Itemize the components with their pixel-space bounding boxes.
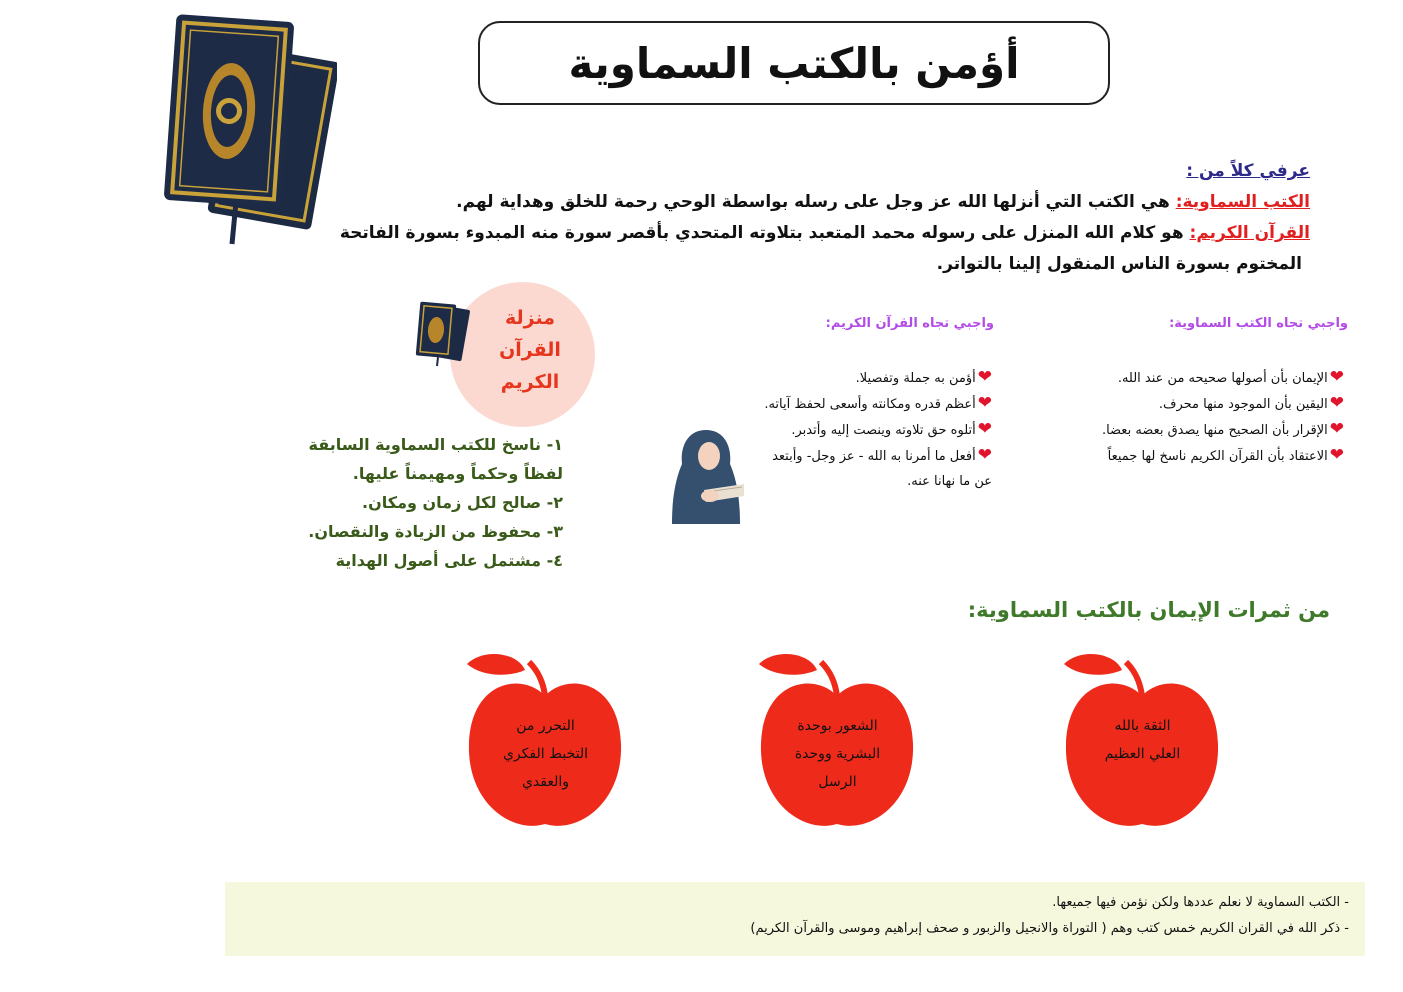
heart-icon: ❤ [977,393,992,413]
list-item: ١- ناسخ للكتب السماوية السابقة لفظاً وحكماً ومهيمناً عليها. [308,435,563,483]
heart-icon: ❤ [977,445,992,465]
list-item: ❤أتلوه حق تلاوته وينصت إليه وأتدبر. [791,419,992,439]
title-box [478,21,1110,105]
heart-icon: ❤ [977,419,992,439]
fruit-text: التحرر من التخبط الفكري والعقدي [502,718,589,790]
duties-quran-title: واجبي تجاه القرآن الكريم: [825,316,994,331]
definition-quran [320,218,1310,280]
page-title: أؤمن بالكتب السماوية [568,38,1020,88]
definition-heavenly-books [320,187,1310,218]
fruit-text: الثقة بالله العلي العظيم [1104,718,1181,762]
note-item: - الكتب السماوية لا نعلم عددها ولكن نؤمن فيها جميعها. [225,890,1349,916]
quran-status-label: منزلة القرآن الكريم [499,307,561,393]
fruit-apple-1 [1060,652,1225,837]
note-item: - ذكر الله في القران الكريم خمس كتب وهم ( التوراة والانجيل والزبور و صحف إبراهيم وموسى والقرآن الكريم) [225,916,1349,942]
list-item: ❤أفعل ما أمرنا به الله - عز وجل- وأبتعد عن ما نهانا عنه. [772,445,992,489]
notes-box [225,882,1365,956]
heart-icon: ❤ [1329,393,1344,413]
definition-text: هو كلام الله المنزل على رسوله محمد المتعبد بتلاوته المتحدي بأقصر سورة منه المبدوء بسورة الفاتحة [339,223,1190,243]
definitions-intro: عرفي كلاً من : [1186,161,1310,181]
list-item: ❤الإيمان بأن أصولها صحيحه من عند الله. [1117,367,1344,387]
fruit-apple-3 [463,652,628,837]
duties-books-list [1068,365,1344,469]
list-item: ❤الاعتقاد بأن القرآن الكريم ناسخ لها جميعاً [1107,445,1344,465]
fruits-title: من ثمرات الإيمان بالكتب السماوية: [967,598,1330,622]
heart-icon: ❤ [977,367,992,387]
quran-features-list [280,430,563,575]
list-item: ❤أعظم قدره ومكانته وأسعى لحفظ آياته. [764,393,992,413]
list-item: ❤اليقين بأن الموجود منها محرف. [1158,393,1344,413]
definitions-section [320,156,1310,280]
list-item: ٣- محفوظ من الزيادة والنقصان. [308,522,563,541]
heart-icon: ❤ [1329,445,1344,465]
heart-icon: ❤ [1329,367,1344,387]
duties-quran-list [760,365,992,494]
list-item: ❤الإقرار بأن الصحيح منها يصدق بعضه بعضا. [1101,419,1344,439]
definition-text-cont: المختوم بسورة الناس المنقول إلينا بالتواتر. [936,254,1302,274]
fruit-apple-2 [755,652,920,837]
definition-term: الكتب السماوية: [1175,192,1310,212]
heart-icon: ❤ [1329,419,1344,439]
list-item: ❤أؤمن به جملة وتفصيلا. [855,367,992,387]
duties-books-title: واجبي تجاه الكتب السماوية: [1169,316,1348,331]
definition-term: القرآن الكريم: [1189,223,1310,243]
woman-reading-icon [666,426,748,526]
quran-book-icon [152,12,337,252]
definition-text: هي الكتب التي أنزلها الله عز وجل على رسله بواسطة الوحي رحمة للخلق وهداية لهم. [456,192,1176,212]
list-item: ٢- صالح لكل زمان ومكان. [362,493,563,512]
fruit-text: الشعور بوحدة البشرية ووحدة الرسل [794,718,881,790]
list-item: ٤- مشتمل على أصول الهداية [335,551,563,570]
quran-book-icon [412,299,470,367]
